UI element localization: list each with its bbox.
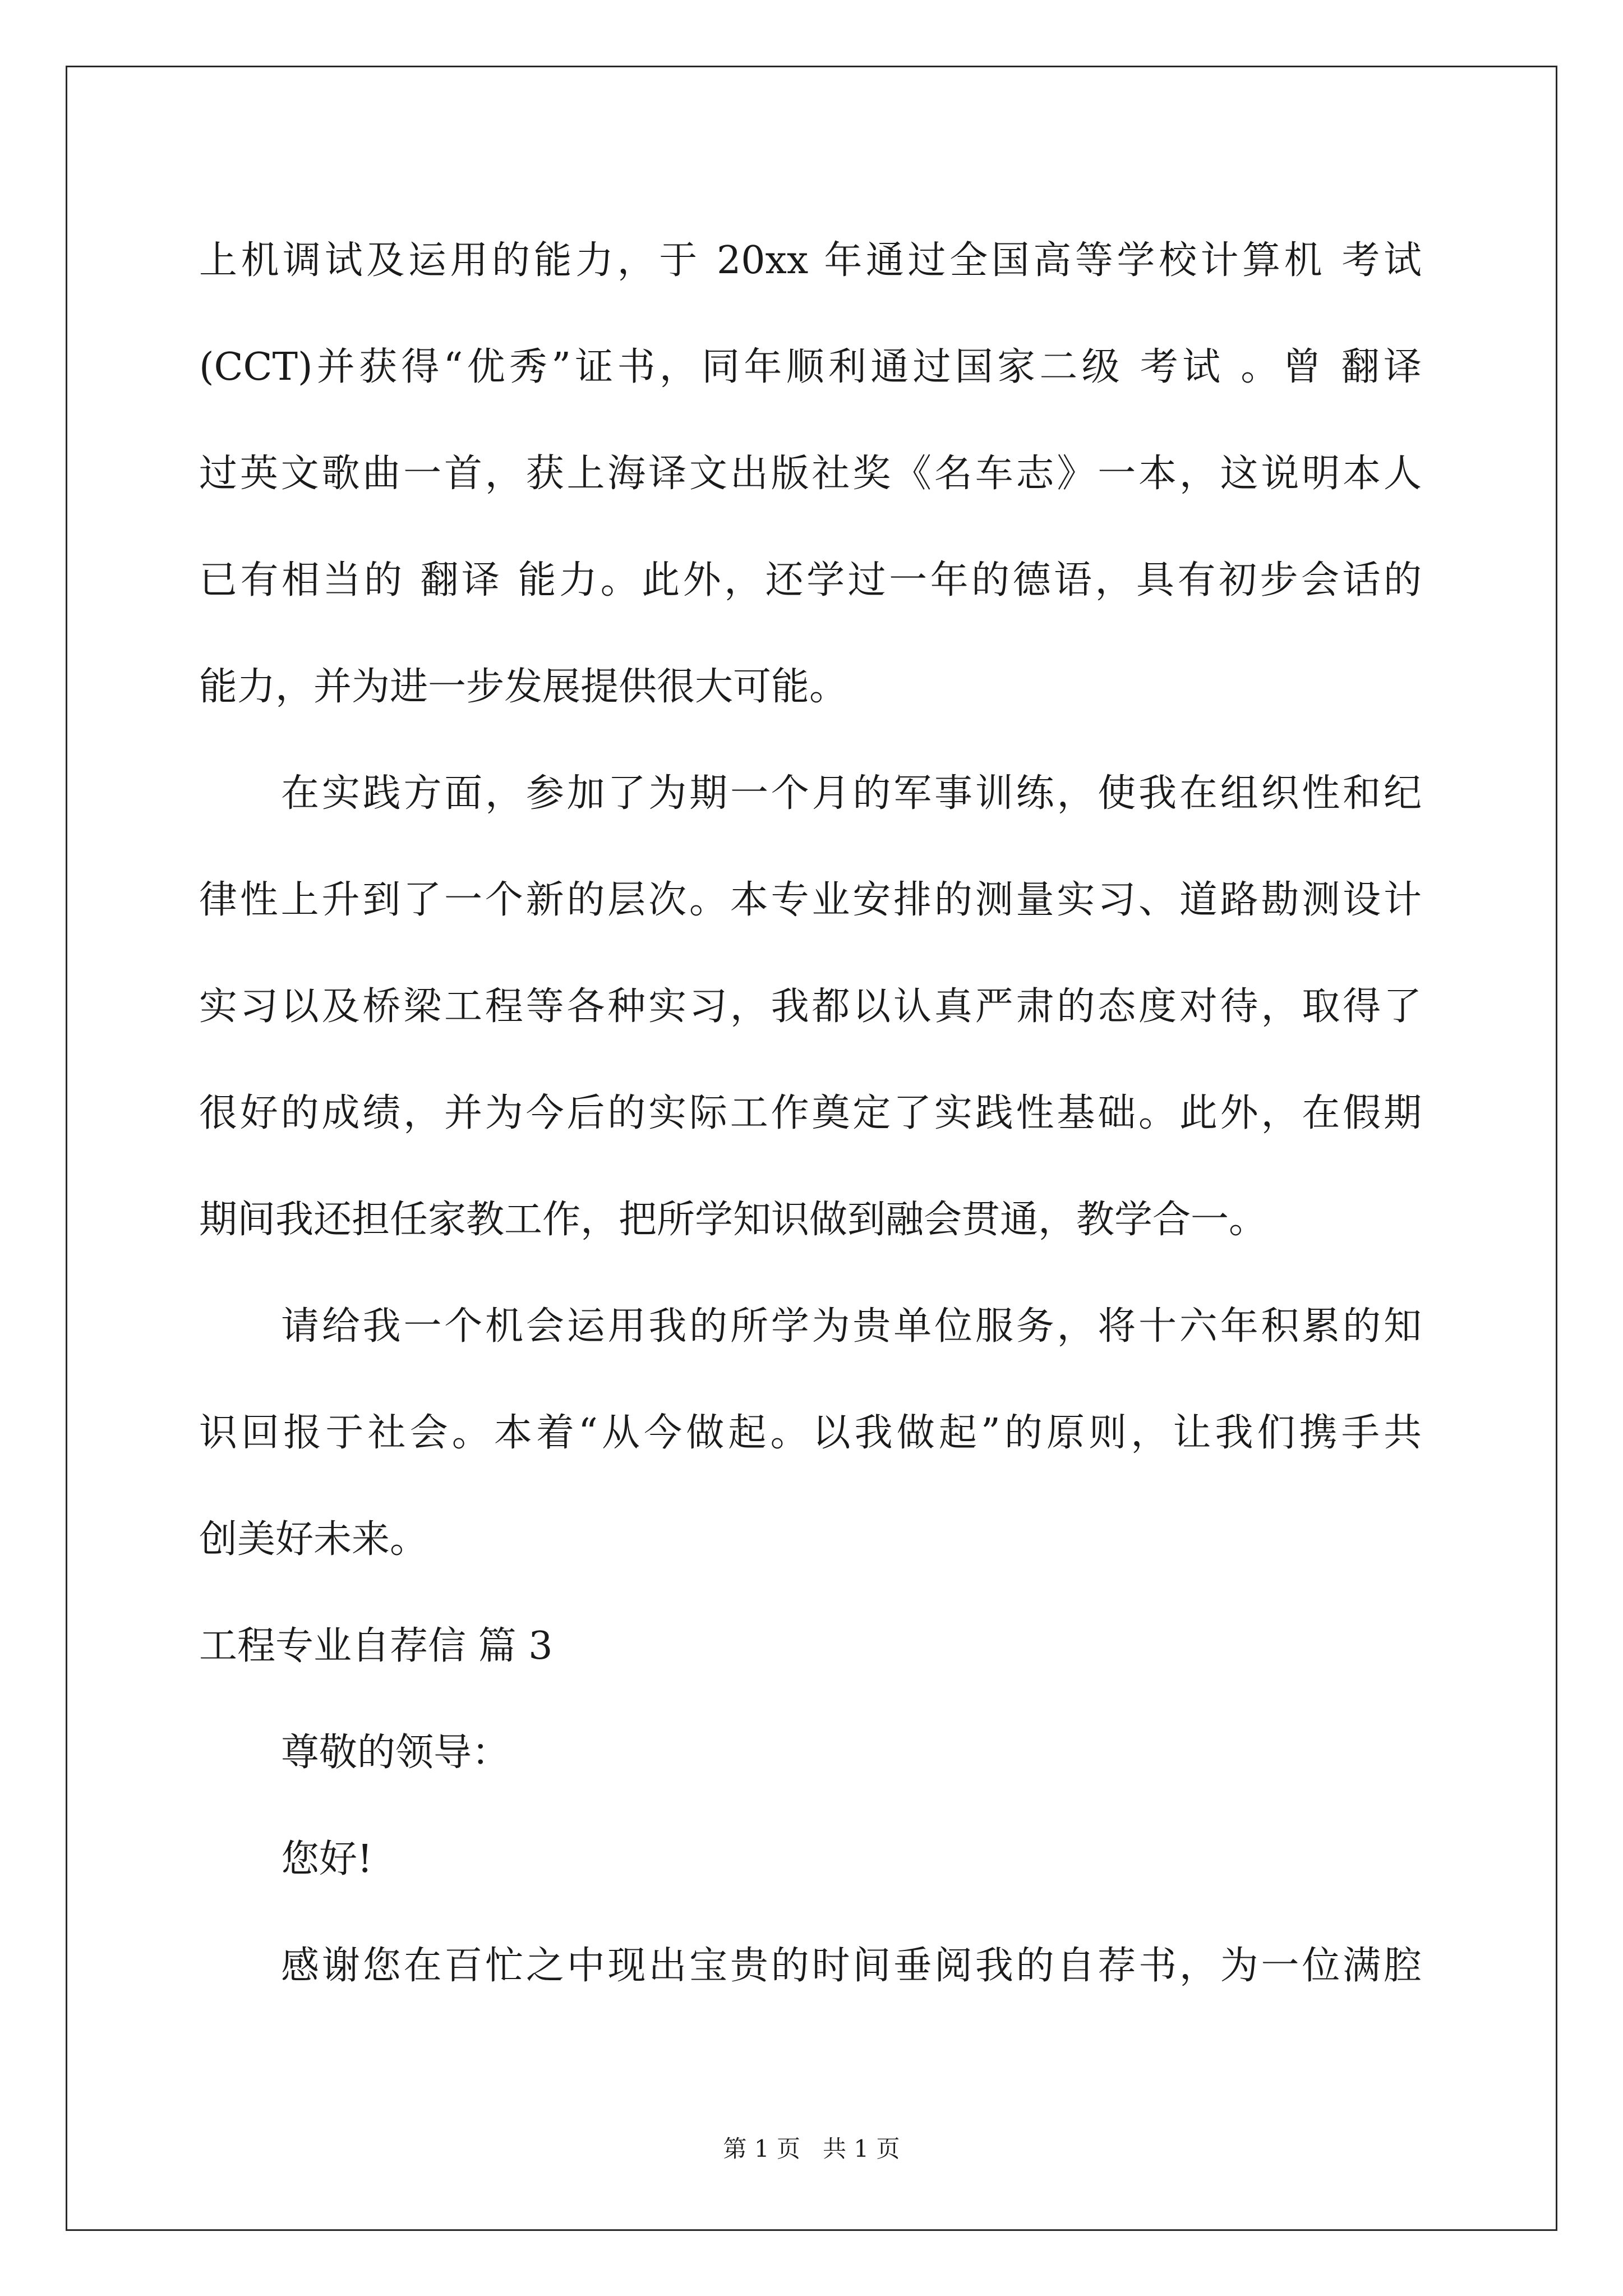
section-heading: 工程专业自荐信 篇 3 [199,1624,553,1668]
text-line: 识回报于社会。本着“从今做起。以我做起”的原则，让我们携手共 [199,1411,1422,1455]
greeting: 您好! [281,1837,373,1881]
text-line: 请给我一个机会运用我的所学为贵单位服务，将十六年积累的知 [281,1304,1422,1349]
text-line: 过英文歌曲一首，获上海译文出版社奖《名车志》一本，这说明本人 [199,452,1422,496]
text-line: 期间我还担任家教工作，把所学知识做到融会贯通，教学合一。 [199,1198,1267,1242]
document-body [199,208,1422,2019]
text-line: 上机调试及运用的能力，于 20xx 年通过全国高等学校计算机 考试 [199,238,1422,283]
text-line: 在实践方面，参加了为期一个月的军事训练，使我在组织性和纪 [281,771,1422,816]
text-line: 律性上升到了一个新的层次。本专业安排的测量实习、道路勘测设计 [199,878,1422,922]
text-line: (CCT)并获得“优秀”证书，同年顺利通过国家二级 考试 。曾 翻译 [199,345,1422,389]
text-line: 创美好未来。 [199,1517,428,1562]
page-footer: 第 1 页 共 1 页 [723,2135,900,2162]
text-line: 实习以及桥梁工程等各种实习，我都以认真严肃的态度对待，取得了 [199,984,1422,1029]
text-line: 已有相当的 翻译 能力。此外，还学过一年的德语，具有初步会话的 [199,558,1422,602]
salutation: 尊敬的领导： [281,1731,510,1775]
text-line: 能力，并为进一步发展提供很大可能。 [199,665,848,709]
text-line: 很好的成绩，并为今后的实际工作奠定了实践性基础。此外，在假期 [199,1091,1422,1135]
text-line: 感谢您在百忙之中现出宝贵的时间垂阅我的自荐书，为一位满腔 [281,1944,1422,1988]
